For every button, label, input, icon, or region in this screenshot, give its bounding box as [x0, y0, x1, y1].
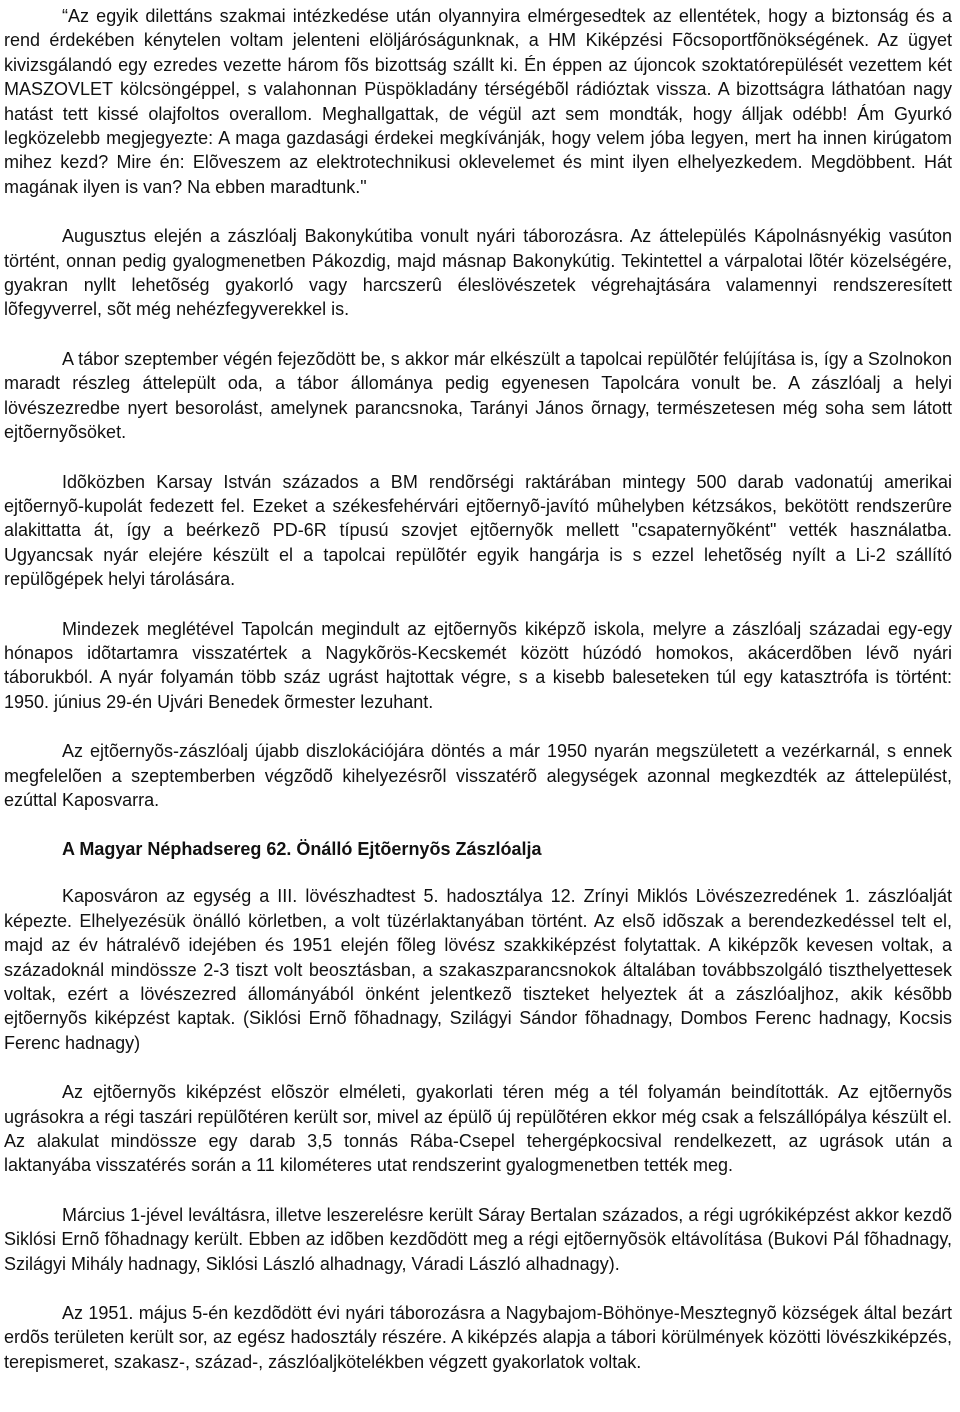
paragraph-march-changes: Március 1-jével leváltásra, illetve leszerelésre került Sáray Bertalan százados, a régi ugrókiképzést akkor kezdõ Siklósi Ernõ fõhadnagy került. Ebben az idõben kezdõdött meg a régi ejtõernyõsök eltávolítása (Bukovi Pál fõhadnagy, Szilágyi Mihály hadnagy, Siklósi László alhadnagy, Váradi László alhadnagy). [4, 1204, 952, 1274]
paragraph-august-camp: Augusztus elején a zászlóalj Bakonykútiba vonult nyári táborozásra. Az áttelepülés Kápolnásnyékig vasúton történt, onnan pedig gyalogmenetben Pákozdig, majd másnap Bakonykútig. Tekintettel a várpalotai lõtér közelségére, gyakran nyllt lehetõség gyakorló vagy harcszerû éleslövészetek végrehajtására valamennyi rendszeresített lõfegyverrel, sõt még nehézfegyverekkel is. [4, 226, 952, 320]
paragraph-september-tapolca: A tábor szeptember végén fejezõdött be, s akkor már elkészült a tapolcai repülõtér felújítása is, így a Szolnokon maradt részleg áttelepült oda, a tábor állománya pedig egyenesen Tapolcára vonult be. A zászlóalj a helyi lövészezredbe nyert besorolást, amelynek parancsnoka, Tarányi János õrnagy, természetesen még soha sem látott ejtõernyõsöket. [4, 348, 952, 443]
paragraph-training-school: Mindezek meglétével Tapolcán megindult az ejtõernyõs kiképzõ iskola, melyre a zászlóalj századai egy-egy hónapos idõtartamra visszatértek a Nagykõrös-Kecskemét között húzódó homokos, akácerdõben lévõ nyári táborukból. A nyár folyamán több száz ugrást hajtottak végre, s a kisebb baleseteken túl egy katasztrófa is történt: 1950. június 29-én Ujvári Benedek õrmester lezuhant. [4, 618, 952, 712]
paragraph-kaposvar: Kaposváron az egység a III. lövészhadtest 5. hadosztálya 12. Zrínyi Miklós Lövészezredének 1. zászlóalját képezte. Elhelyezésük önálló körletben, a volt tüzérlaktanyában történt. Az elsõ idõszak a berendezkedéssel telt el, majd az év hátralévõ idejében és 1951 elején fõleg lövész szakkiképzést folytattak. A kiképzõk kevesen voltak, a századoknál mindössze 2-3 tiszt volt beosztásban, a szakaszparancsnokok általában továbbszolgáló tiszthelyettesek voltak, ezért a lövészezred állományából önként jelentkezõ tiszteket helyeztek át a zászlóaljhoz, akik késõbb ejtõernyõs kiképzést kaptak. (Siklósi Ernõ fõhadnagy, Szilágyi Sándor fõhadnagy, Dombos Ferenc hadnagy, Kocsis Ferenc hadnagy) [4, 886, 952, 1053]
section-heading: A Magyar Néphadsereg 62. Önálló Ejtõernyõs Zászlóalja [62, 839, 542, 860]
paragraph-relocation: Az ejtõernyõs-zászlóalj újabb diszlokációjára döntés a már 1950 nyarán megszületett a vezérkarnál, s ennek megfelelõen a szeptemberben végzõdõ kihelyezésrõl visszatérõ alegységek azonnal megkezdték az áttelepülést, ezúttal Kaposvarra. [4, 741, 952, 810]
paragraph-quote: “Az egyik dilettáns szakmai intézkedése után olyannyira elmérgesedtek az ellentétek, hogy a biztonság és a rend érdekében kénytelen voltam jelenteni elöljáróságunknak, a HM Kiképzési Fõcsoportfõnökségének. Az ügyet kivizsgálandó egy ezredes vezette három fõs bizottság szállt ki. Én éppen az újoncok szoktatórepülését vezettem két MASZOVLET kölcsöngéppel, s valahonnan Püspökladány térségébõl rádióztak vissza. A bizottságra láthatóan nagy hatást tett kissé olajfoltos overallom. Meghallgattak, de végül azt sem mondták, hogy álljak odébb! Ám Gyurkó legközelebb megjegyezte: A maga gazdasági érdekei megkívánják, hogy velem jóba legyen, mert ha innen kirúgatom mihez kezd? Mire én: Elõveszem az elektrotechnikusi oklevelemet és mint ilyen elhelyezkedem. Megdöbbent. Hát magának ilyen is van? Na ebben maradtunk." [4, 6, 952, 197]
document-page [4, 4, 952, 1399]
paragraph-parachutes: Idõközben Karsay István százados a BM rendõrségi raktárában mintegy 500 darab vadonatúj amerikai ejtõernyõ-kupolát fedezett fel. Ezeket a székesfehérvári ejtõernyõ-javító mûhelyben kétzsákos, bekötött rendszerûre alakittatta át, így a beérkezõ PD-6R típusú szovjet ejtõernyõk mellett "csapaternyõként" vették használatba. Ugyancsak nyár elejére készült el a tapolcai repülõtér egyik hangárja is s ezzel lehetõség nyílt a Li-2 szállító repülõgépek helyi tárolására. [4, 471, 952, 590]
paragraph-parachute-training: Az ejtõernyõs kiképzést elõször elméleti, gyakorlati téren még a tél folyamán beindították. Az ejtõernyõs ugrásokra a régi taszári repülõtéren került sor, mivel az épülõ új repülõtéren ekkor még csak a felszállópálya készült el. Az alakulat mindössze egy darab 3,5 tonnás Rába-Csepel tehergépkocsival rendelkezett, az ugrások után a laktanyába visszatérés során a 11 kilométeres utat rendszerint gyalogmenetben tették meg. [4, 1082, 952, 1176]
paragraph-summer-1951: Az 1951. május 5-én kezdõdött évi nyári táborozásra a Nagybajom-Böhönye-Mesztegnyõ községek által bezárt erdõs területen került sor, az egész hadosztály részére. A kiképzés alapja a tábori körülmények közötti lövészkiképzés, terepismeret, szakasz-, század-, zászlóaljkötelékben végzett gyakorlatok voltak. [4, 1303, 952, 1372]
